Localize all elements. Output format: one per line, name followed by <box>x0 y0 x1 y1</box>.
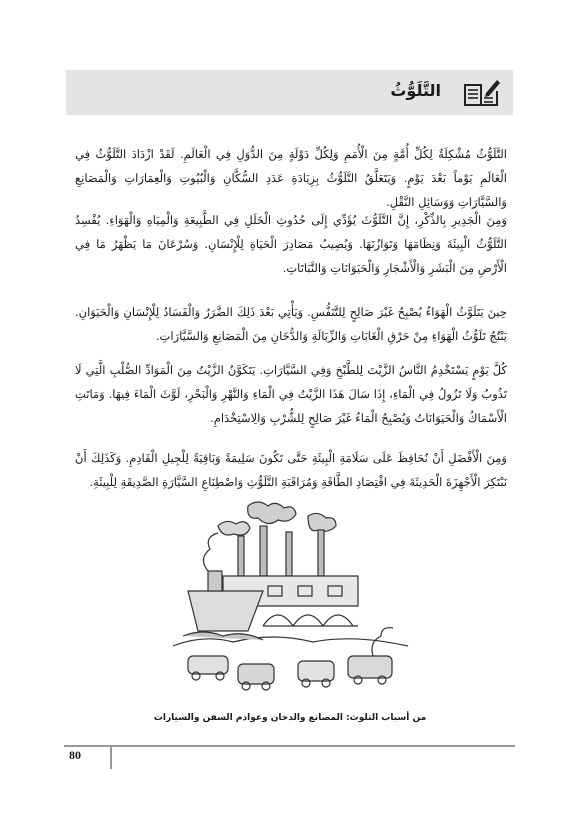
paragraph-3: حِينَ يَتَلَوَّثُ الْهَوَاءُ يُصْبِحُ غَيْرَ صَالِحٍ لِلتَّنَفُّسِ. وَيَأْتِي بَعْدَ ذَلِكَ الضَّرَرُ وَالْفَسَادُ لِلْإِنْسَانِ وَالْحَيَوَانِ. يَنْتُجُ تَلَوُّثُ الْهَوَاءِ مِنْ حَرْقِ الْغَابَاتِ وَالزِّبَالَةِ وَالدُّخَانِ مِنَ الْمَصَانِعِ وَالسَّيَّارَاتِ. <box>75 305 507 343</box>
footer-rule <box>64 745 515 747</box>
figure-caption: من أسباب التلوث: المصانع والدخان وعوادم السفن والسيارات <box>153 713 427 723</box>
book-pencil-icon <box>463 77 501 109</box>
paragraph-5: وَمِنَ الْأَفْضَلِ أَنْ نُحَافِظَ عَلَى سَلَامَةِ الْبِيئَةِ حَتَّى تَكُونَ سَلِيمَةً وَبَاقِيَةً لِلْجِيلِ الْقَادِمِ. وَكَذَلِكَ أَنْ نَبْتَكِرَ الْأَجْهِزَةَ الْحَدِيثَةَ فِي اقْتِصَادِ الطَّاقَةِ وَمُرَاقَبَةِ التَّلَوُّثِ وَاصْطِنَاعِ السَّيَّارَةِ الصَّدِيقَةِ لِلْبِيئَةِ. <box>75 451 507 489</box>
paragraph-4: كُلَّ يَوْمٍ يَسْتَخْدِمُ النَّاسُ الزَّيْتَ لِلطَّبْخِ وَفِي السَّيَّارَاتِ. يَتَكَوَّنُ الزَّيْتُ مِنَ الْمَوَادِّ الصُّلْبِ الَّتِي لَا تَذُوبُ وَلَا تَزُولُ فِي الْمَاءِ، إِذَا سَالَ هَذَا الزَّيْتُ فِي الْمَاءِ وَالنَّهْرِ وَالْبَحْرِ، لَوَّثَ الْمَاءَ فِيهَا. وَمَاتَتِ الْأَسْمَاكُ وَالْحَيَوَانَاتُ وَيُصْبِحُ الْمَاءُ غَيْرَ صَالِحٍ لِلشُّرْبِ وَالِاسْتِخْدَامِ. <box>75 363 507 425</box>
paragraph-2: وَمِنَ الْجَدِيرِ بِالذِّكْرِ، إِنَّ التَّلَوُّثَ يُؤَدِّي إِلَى حُدُوثِ الْخَلَلِ فِي الطَّبِيعَةِ وَالْمِيَاهِ وَالْهَوَاءِ. يُفْسِدُ التَّلَوُّثُ الْبِيئَةَ وَنِظَامَهَا وَتَوَازُنَهَا. وَيُصِيبُ مَصَادِرَ الْحَيَاةِ لِلْإِنْسَانِ. وَسُرْعَانَ مَا يَظْهَرُ مَا فِي الْأَرْضِ مِنَ الْبَشَرِ وَالْأَشْجَارِ وَالْحَيَوَانَاتِ وَالنَّبَاتَاتِ. <box>75 213 507 275</box>
lesson-header <box>66 70 513 115</box>
pollution-sketch <box>168 496 414 702</box>
footer-divider <box>110 745 112 769</box>
lesson-title: التَّلَوُّثُ <box>390 81 441 100</box>
paragraph-1: التَّلَوُّثُ مُشْكِلَةٌ لِكُلِّ أُمَّةٍ مِنَ الْأُمَمِ وَلِكُلِّ دَوْلَةٍ مِنَ الدُّوَلِ فِي الْعَالَمِ. لَقَدْ ازْدَادَ التَّلَوُّثُ فِي الْعَالَمِ يَوْماً بَعْدَ يَوْمٍ. وَيَتَعَلَّقُ التَّلَوُّثُ بِزِيَادَةِ عَدَدِ السُّكَّانِ وَالْبُيُوتِ وَالْعِمَارَاتِ وَالْمَصَانِعِ وَالسَّيَّارَاتِ وَوَسَائِلِ النَّقْلِ. <box>75 147 507 209</box>
page-number: 80 <box>69 748 81 762</box>
